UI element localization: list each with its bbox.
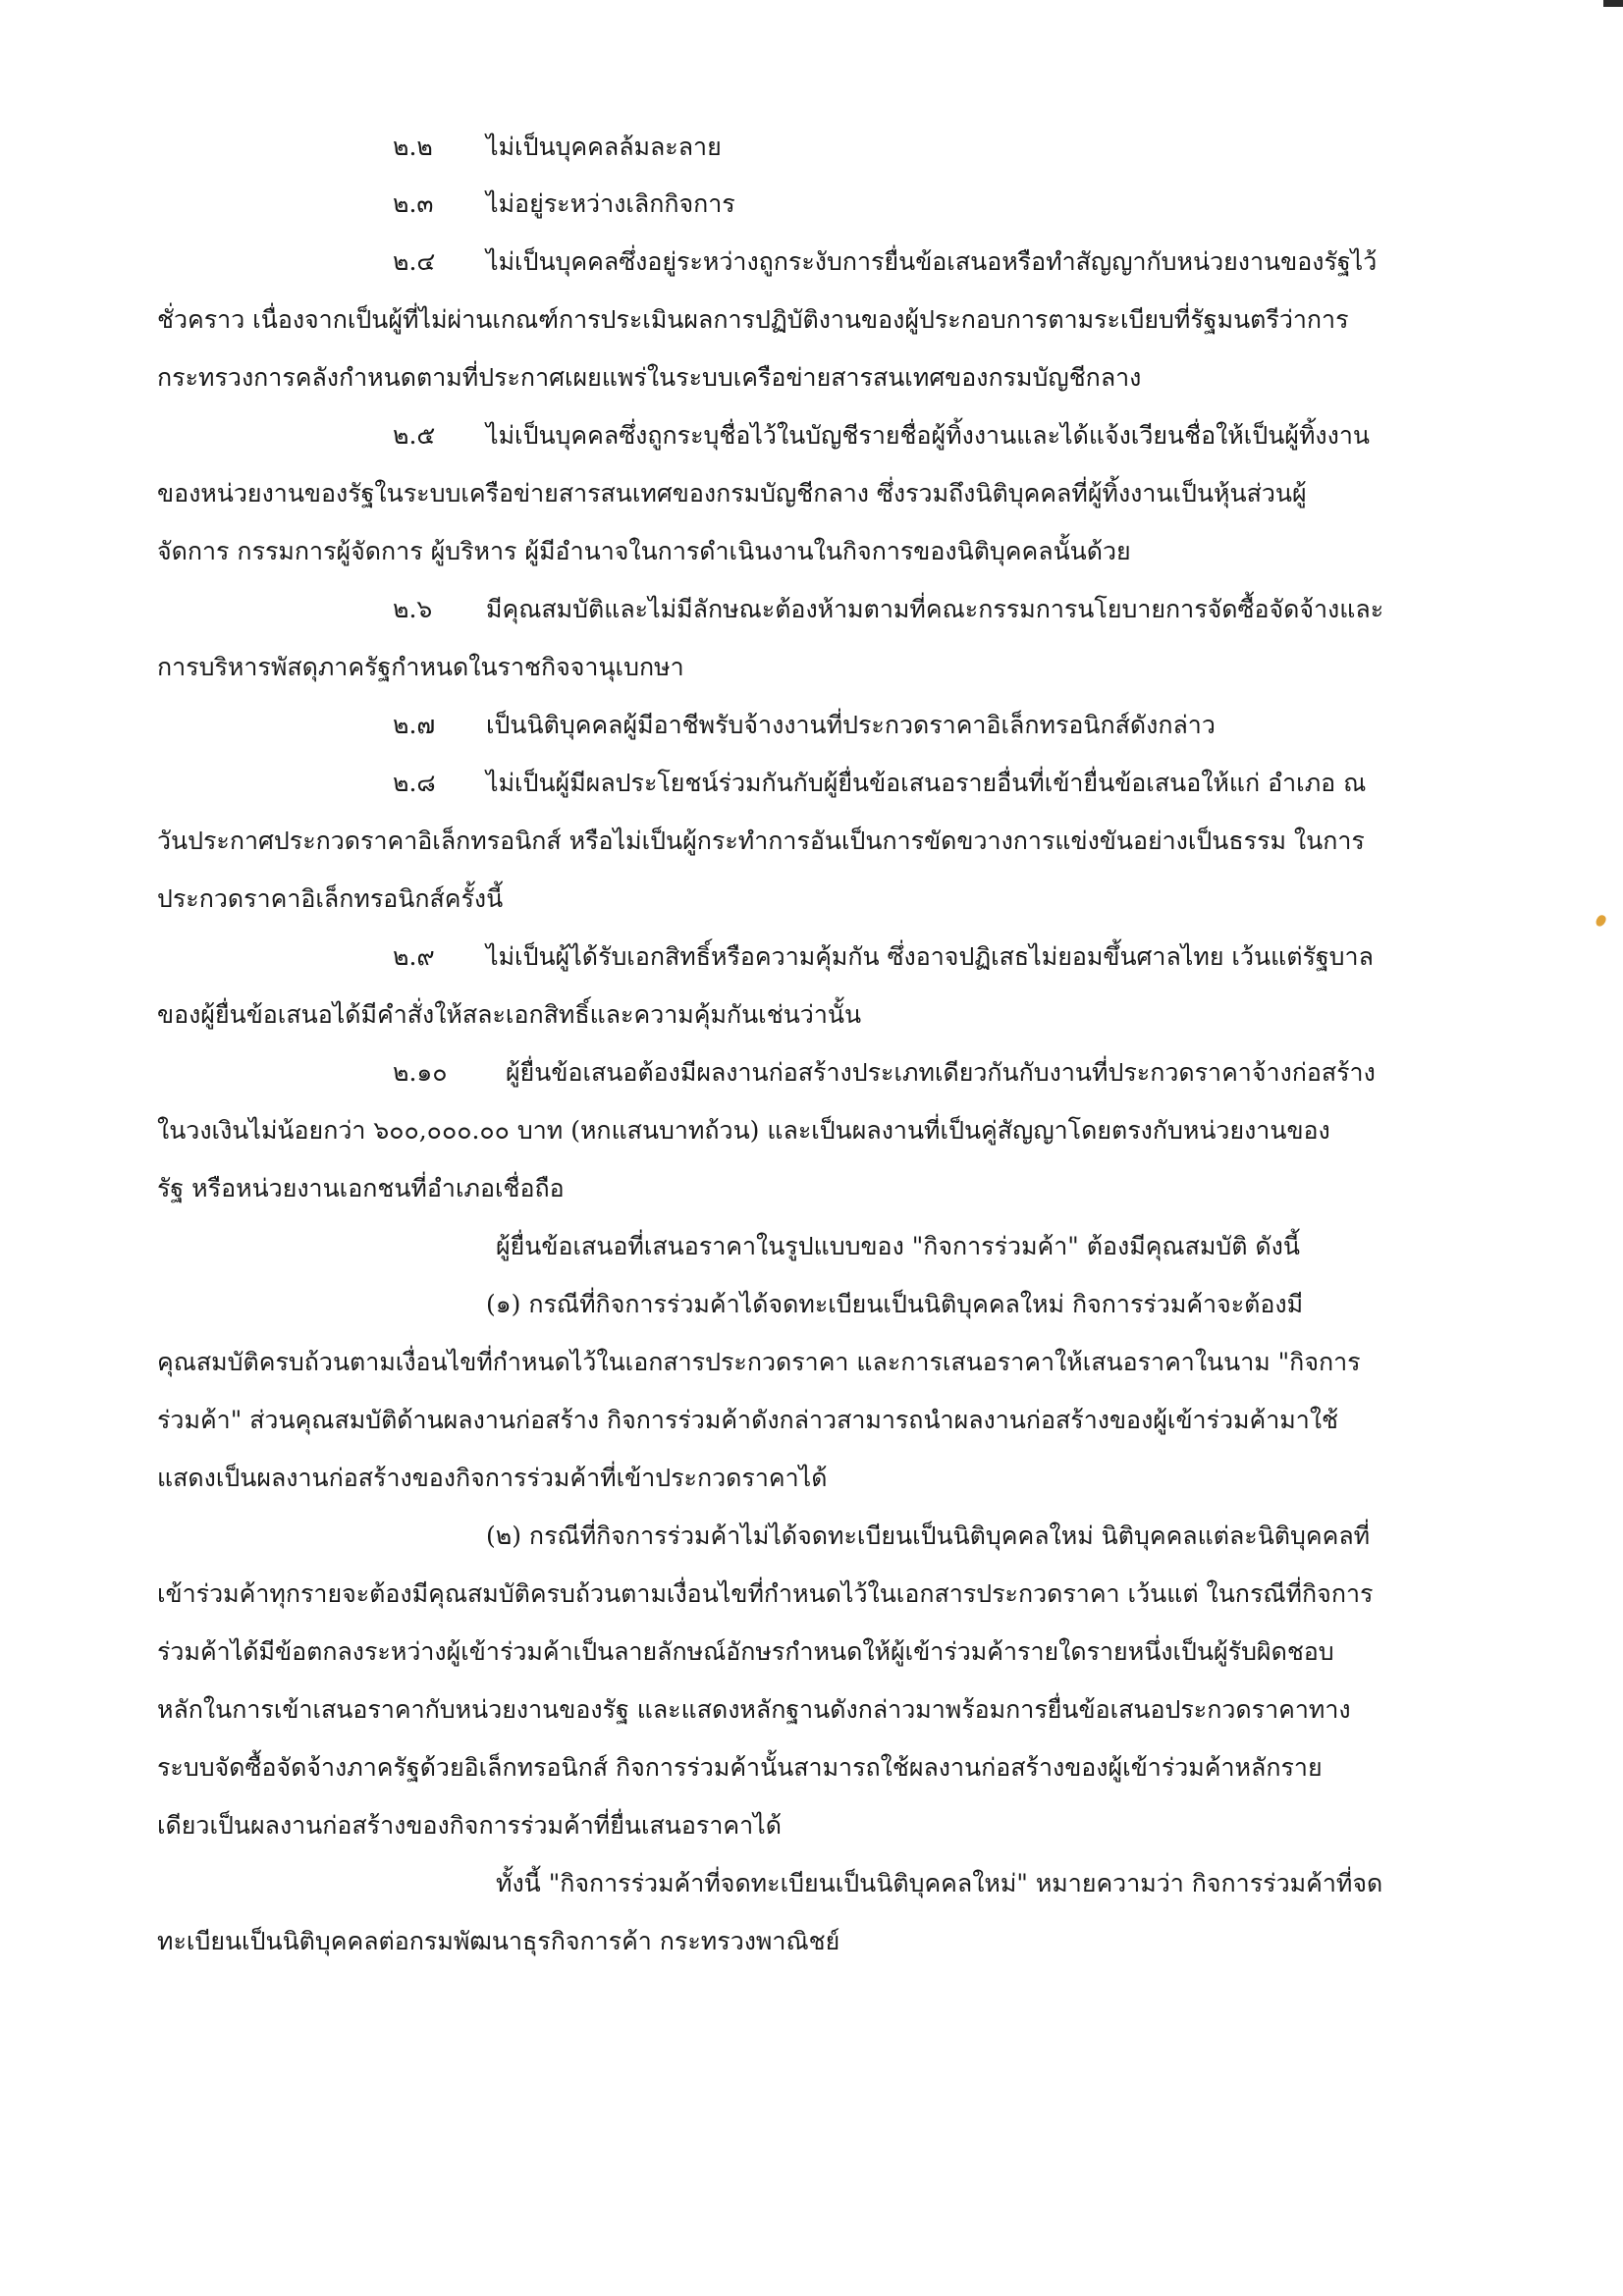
text-line: กระทรวงการคลังกำหนดตามที่ประกาศเผยแพร่ในระบบเครือข่ายสารสนเทศของกรมบัญชีกลาง [157,363,1142,392]
text-line: ร่วมค้า" ส่วนคุณสมบัติด้านผลงานก่อสร้าง กิจการร่วมค้าดังกล่าวสามารถนำผลงานก่อสร้างของผู้เข้าร่วมค้ามาใช้ [157,1406,1338,1434]
clause-text: ผู้ยื่นข้อเสนอต้องมีผลงานก่อสร้างประเภทเดียวกันกับงานที่ประกวดราคาจ้างก่อสร้าง [506,1058,1376,1087]
clause-number: ๒.๘ [393,769,436,797]
text-line: ประกวดราคาอิเล็กทรอนิกส์ครั้งนี้ [157,884,504,913]
clause-text: ไม่เป็นบุคคลล้มละลาย [486,133,722,161]
joint-venture-intro: ผู้ยื่นข้อเสนอที่เสนอราคาในรูปแบบของ "กิจการร่วมค้า" ต้องมีคุณสมบัติ ดังนี้ [496,1232,1300,1260]
clause-2-5 [157,416,1370,455]
text-line: แสดงเป็นผลงานก่อสร้างของกิจการร่วมค้าที่เข้าประกวดราคาได้ [157,1464,828,1492]
text-line: ระบบจัดซื้อจัดจ้างภาครัฐด้วยอิเล็กทรอนิกส์ กิจการร่วมค้านั้นสามารถใช้ผลงานก่อสร้างของผู้เข้าร่วมค้าหลักราย [157,1753,1323,1782]
scan-speck [1595,914,1607,929]
text-line: หลักในการเข้าเสนอราคากับหน่วยงานของรัฐ และแสดงหลักฐานดังกล่าวมาพร้อมการยื่นข้อเสนอประกวดราคาทาง [157,1695,1351,1724]
text-line: วันประกาศประกวดราคาอิเล็กทรอนิกส์ หรือไม่เป็นผู้กระทำการอันเป็นการขัดขวางการแข่งขันอย่างเป็นธรรม ในการ [157,827,1365,855]
clause-number: ๒.๗ [393,711,436,739]
clause-2-7 [157,706,1216,745]
text-line: การบริหารพัสดุภาครัฐกำหนดในราชกิจจานุเบกษา [157,653,684,681]
text-line: เข้าร่วมค้าทุกรายจะต้องมีคุณสมบัติครบถ้วนตามเงื่อนไขที่กำหนดไว้ในเอกสารประกวดราคา เว้นแต่ ในกรณีที่กิจการ [157,1579,1374,1608]
clause-number: ๒.๕ [393,421,436,450]
clause-text: มีคุณสมบัติและไม่มีลักษณะต้องห้ามตามที่คณะกรรมการนโยบายการจัดซื้อจัดจ้างและ [486,595,1384,623]
clause-2-9 [157,937,1374,977]
joint-venture-case-2: (๒) กรณีที่กิจการร่วมค้าไม่ได้จดทะเบียนเป็นนิติบุคคลใหม่ นิติบุคคลแต่ละนิติบุคคลที่ [486,1522,1371,1550]
clause-text: ไม่เป็นผู้ได้รับเอกสิทธิ์หรือความคุ้มกัน ซึ่งอาจปฏิเสธไม่ยอมขึ้นศาลไทย เว้นแต่รัฐบาล [486,942,1374,971]
clause-number: ๒.๙ [393,942,435,971]
text-line: ในวงเงินไม่น้อยกว่า ๖๐๐,๐๐๐.๐๐ บาท (หกแสนบาทถ้วน) และเป็นผลงานที่เป็นคู่สัญญาโดยตรงกับหน่วยงานของ [157,1116,1330,1145]
text-line: รัฐ หรือหน่วยงานเอกชนที่อำเภอเชื่อถือ [157,1174,565,1202]
text-line: ชั่วคราว เนื่องจากเป็นผู้ที่ไม่ผ่านเกณฑ์การประเมินผลการปฏิบัติงานของผู้ประกอบการตามระเบียบที่รัฐมนตรีว่าการ [157,305,1349,334]
definition-paragraph: ทั้งนี้ "กิจการร่วมค้าที่จดทะเบียนเป็นนิติบุคคลใหม่" หมายความว่า กิจการร่วมค้าที่จด [496,1869,1383,1897]
clause-2-6 [157,590,1383,629]
clause-text: ไม่เป็นผู้มีผลประโยชน์ร่วมกันกับผู้ยื่นข้อเสนอรายอื่นที่เข้ายื่นข้อเสนอให้แก่ อำเภอ ณ [486,769,1367,797]
clause-text: ไม่อยู่ระหว่างเลิกกิจการ [486,189,735,218]
clause-number: ๒.๔ [393,247,436,276]
clause-2-2 [157,128,722,167]
clause-text: เป็นนิติบุคคลผู้มีอาชีพรับจ้างงานที่ประกวดราคาอิเล็กทรอนิกส์ดังกล่าว [486,711,1216,739]
clause-2-3 [157,185,735,224]
clause-number: ๒.๑๐ [393,1058,448,1087]
clause-number: ๒.๓ [393,189,434,218]
text-line: ของหน่วยงานของรัฐในระบบเครือข่ายสารสนเทศของกรมบัญชีกลาง ซึ่งรวมถึงนิติบุคคลที่ผู้ทิ้งงานเป็นหุ้นส่วนผู้ [157,479,1307,507]
joint-venture-case-1: (๑) กรณีที่กิจการร่วมค้าได้จดทะเบียนเป็นนิติบุคคลใหม่ กิจการร่วมค้าจะต้องมี [486,1290,1304,1318]
clause-number: ๒.๒ [393,133,433,161]
scan-edge-mark [1603,0,1623,7]
text-line: คุณสมบัติครบถ้วนตามเงื่อนไขที่กำหนดไว้ในเอกสารประกวดราคา และการเสนอราคาให้เสนอราคาในนาม "กิจการ [157,1348,1361,1376]
clause-number: ๒.๖ [393,595,433,623]
clause-2-10 [157,1053,1376,1093]
clause-2-4 [157,242,1377,282]
text-line: จัดการ กรรมการผู้จัดการ ผู้บริหาร ผู้มีอำนาจในการดำเนินงานในกิจการของนิติบุคคลนั้นด้วย [157,537,1131,565]
text-line: เดียวเป็นผลงานก่อสร้างของกิจการร่วมค้าที่ยื่นเสนอราคาได้ [157,1811,782,1840]
clause-text: ไม่เป็นบุคคลซึ่งอยู่ระหว่างถูกระงับการยื่นข้อเสนอหรือทำสัญญากับหน่วยงานของรัฐไว้ [486,247,1378,276]
clause-2-8 [157,764,1366,803]
clause-text: ไม่เป็นบุคคลซึ่งถูกระบุชื่อไว้ในบัญชีรายชื่อผู้ทิ้งงานและได้แจ้งเวียนชื่อให้เป็นผู้ทิ้งงาน [486,421,1370,450]
text-line: ร่วมค้าได้มีข้อตกลงระหว่างผู้เข้าร่วมค้าเป็นลายลักษณ์อักษรกำหนดให้ผู้เข้าร่วมค้ารายใดรายหนึ่งเป็นผู้รับผิดชอบ [157,1637,1334,1666]
text-line: ทะเบียนเป็นนิติบุคคลต่อกรมพัฒนาธุรกิจการค้า กระทรวงพาณิชย์ [157,1927,840,1955]
text-line: ของผู้ยื่นข้อเสนอได้มีคำสั่งให้สละเอกสิทธิ์และความคุ้มกันเช่นว่านั้น [157,1000,862,1029]
